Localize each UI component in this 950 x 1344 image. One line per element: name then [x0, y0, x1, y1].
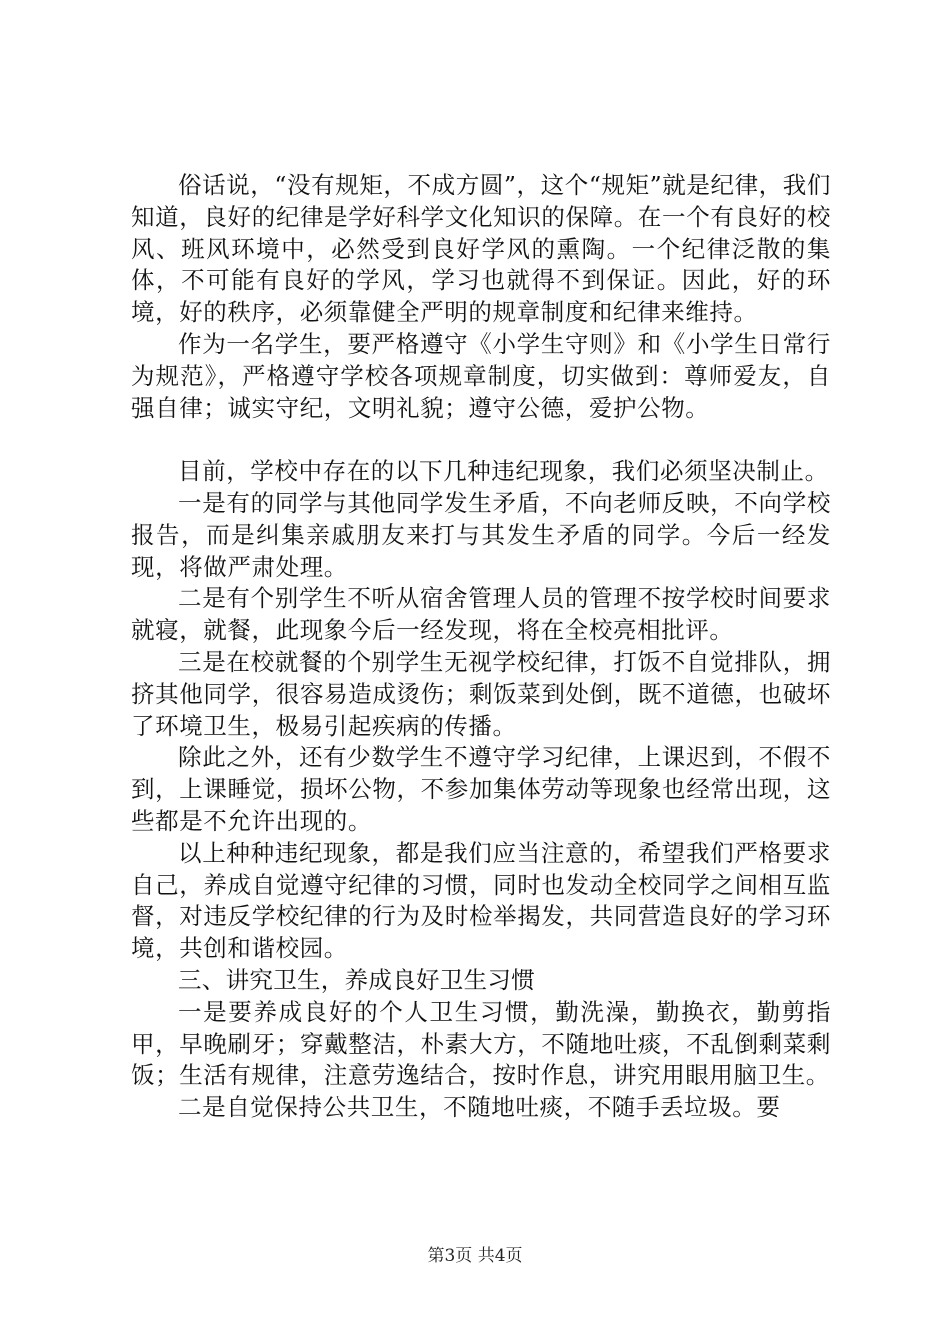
paragraph-public-hygiene: 二是自觉保持公共卫生，不随地吐痰，不随手丢垃圾。要	[178, 1093, 781, 1122]
document-body	[131, 170, 831, 1124]
paragraph-violations-intro: 目前，学校中存在的以下几种违纪现象，我们必须坚决制止。	[178, 457, 829, 486]
paragraph-other-violations: 除此之外，还有少数学生不遵守学习纪律，上课迟到，不假不到，上课睡觉，损坏公物，不参加集体劳动等现象也经常出现，这些都是不允许出现的。	[131, 743, 831, 835]
paragraph-personal-hygiene: 一是要养成良好的个人卫生习惯，勤洗澡，勤换衣，勤剪指甲，早晚刷牙；穿戴整洁，朴素大方，不随地吐痰，不乱倒剩菜剩饭；生活有规律，注意劳逸结合，按时作息，讲究用眼用脑卫生。	[131, 997, 831, 1090]
page-footer: 第3页 共4页	[427, 1246, 523, 1266]
paragraph-violation-three: 三是在校就餐的个别学生无视学校纪律，打饭不自觉排队，拥挤其他同学，很容易造成烫伤；剩饭菜到处倒，既不道德，也破坏了环境卫生，极易引起疾病的传播。	[131, 647, 831, 740]
paragraph-violation-two: 二是有个别学生不听从宿舍管理人员的管理不按学校时间要求就寝，就餐，此现象今后一经发现，将在全校亮相批评。	[131, 584, 831, 645]
paragraph-discipline-intro: 俗话说，“没有规矩，不成方圆”，这个“规矩”就是纪律，我们知道，良好的纪律是学好科学文化知识的保障。在一个有良好的校风、班风环境中，必然受到良好学风的熏陶。一个纪律泛散的集体，不可能有良好的学风，学习也就得不到保证。因此，好的环境，好的秩序，必须靠健全严明的规章制度和纪律来维持。	[131, 171, 831, 327]
paragraph-student-rules: 作为一名学生，要严格遵守《小学生守则》和《小学生日常行为规范》，严格遵守学校各项规章制度，切实做到：尊师爱友，自强自律；诚实守纪，文明礼貌；遵守公德，爱护公物。	[131, 329, 831, 422]
section-heading-hygiene: 三、讲究卫生，养成良好卫生习惯	[178, 965, 535, 994]
paragraph-conclusion: 以上种种违纪现象，都是我们应当注意的，希望我们严格要求自己，养成自觉遵守纪律的习惯，同时也发动全校同学之间相互监督，对违反学校纪律的行为及时检举揭发，共同营造良好的学习环境，共创和谐校园。	[131, 838, 831, 963]
paragraph-violation-one: 一是有的同学与其他同学发生矛盾，不向老师反映，不向学校报告，而是纠集亲戚朋友来打与其发生矛盾的同学。今后一经发现，将做严肃处理。	[131, 488, 831, 581]
